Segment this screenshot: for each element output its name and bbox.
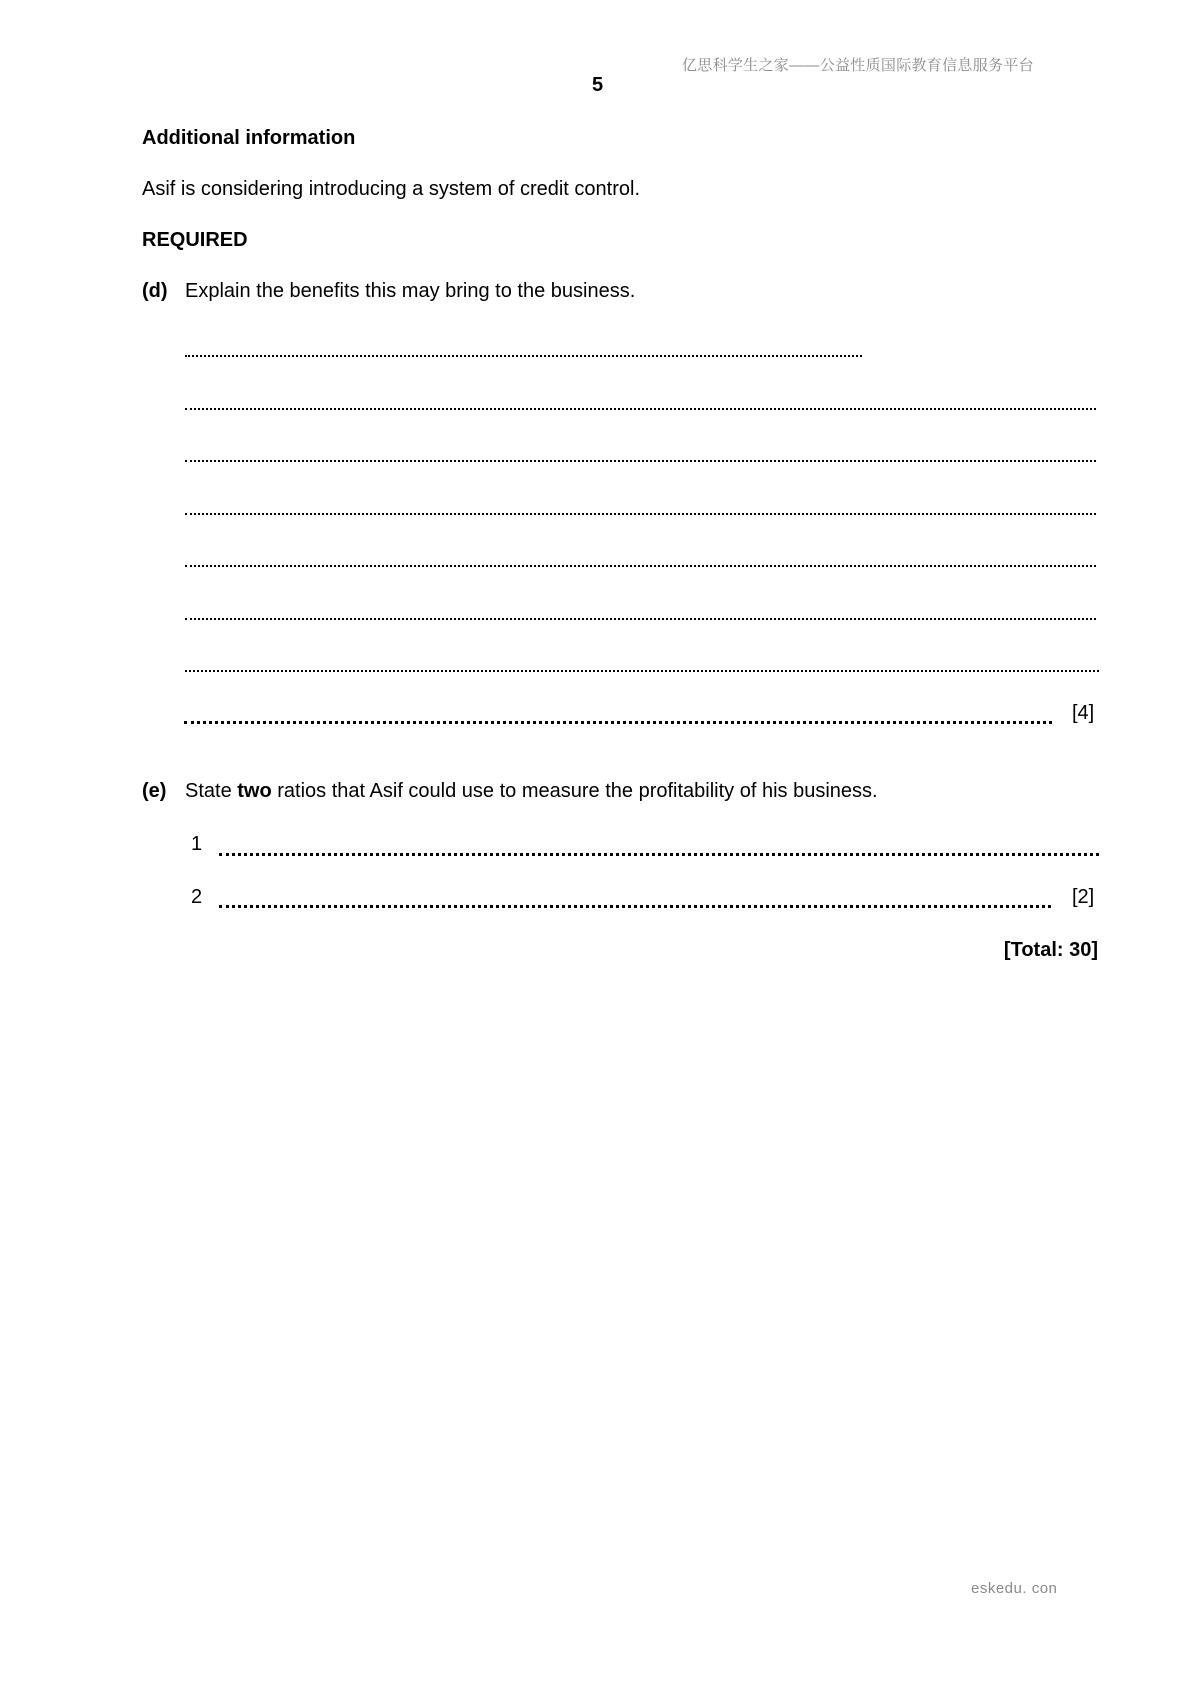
ratio-item-2-number: 2: [191, 886, 203, 908]
question-e-text-bold: two: [237, 780, 272, 802]
answer-line-d-7[interactable]: [185, 670, 1099, 672]
additional-info-text: Asif is considering introducing a system of credit control.: [142, 178, 640, 200]
watermark-header: 亿思科学生之家——公益性质国际教育信息服务平台: [682, 57, 1034, 74]
required-heading: REQUIRED: [142, 229, 248, 251]
answer-line-d-2[interactable]: [185, 408, 1096, 410]
question-e-mark: [2]: [1072, 886, 1095, 908]
page-number: 5: [592, 74, 604, 96]
ratio-answer-line-1[interactable]: [219, 853, 1099, 856]
question-e-label: (e): [142, 780, 167, 802]
answer-line-d-4[interactable]: [185, 513, 1096, 515]
question-d-mark: [4]: [1072, 702, 1095, 724]
question-e-text-after: ratios that Asif could use to measure the profitability of his business.: [271, 780, 878, 802]
answer-line-d-8[interactable]: [184, 721, 1052, 724]
answer-line-d-1[interactable]: [185, 355, 862, 357]
question-e-text: [185, 780, 878, 803]
question-d-text: Explain the benefits this may bring to the business.: [185, 280, 636, 302]
total-marks: [Total: 30]: [1003, 939, 1098, 961]
answer-line-d-3[interactable]: [185, 460, 1096, 462]
ratio-answer-line-2[interactable]: [219, 905, 1051, 908]
question-e-text-before: State: [185, 780, 238, 802]
answer-line-d-6[interactable]: [185, 618, 1096, 620]
answer-line-d-5[interactable]: [185, 565, 1096, 567]
ratio-item-1-number: 1: [191, 833, 203, 855]
footer-site: eskedu. con: [971, 1580, 1058, 1597]
additional-info-heading: Additional information: [142, 127, 356, 149]
question-d-label: (d): [142, 280, 168, 302]
